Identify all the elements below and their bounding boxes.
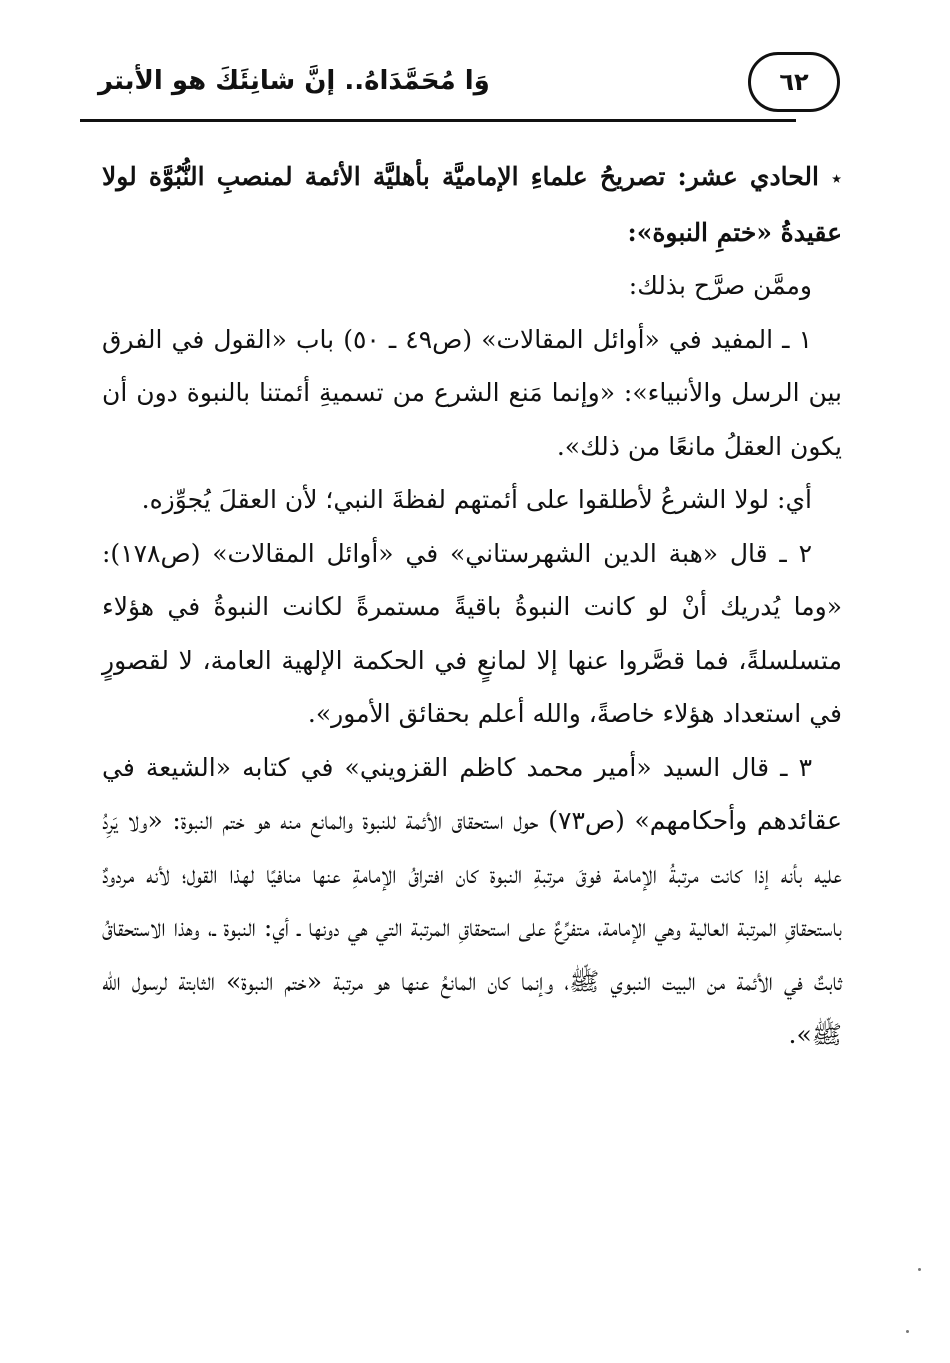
- margin-dot: [918, 1268, 921, 1271]
- page-body: [102, 150, 842, 1062]
- paragraph-item-1: ١ ـ المفيد في «أوائل المقالات» (ص٤٩ ـ ٥٠) باب «القول في الفرق بين الرسل والأنبياء»: «وإنما مَنع الشرع من تسميةِ أئمتنا بالنبوة دون أن يكون العقلُ مانعًا من ذلك».: [102, 324, 842, 461]
- paragraph-item-2: ٢ ـ قال «هبة الدين الشهرستاني» في «أوائل المقالات» (ص١٧٨): «وما يُدريك أنْ لو كانت النبوةُ باقيةً مستمرةً لكانت النبوةُ في هؤلاء متسلسلةً، فما قصَّروا عنها إلا لمانعٍ في الحكمة الإلهية العامة، لا لقصورٍ في استعداد هؤلاء خاصةً، والله أعلم بحقائق الأمور».: [102, 538, 842, 728]
- running-head: [80, 52, 840, 120]
- running-title: وَا مُحَمَّدَاهُ.. إنَّ شانِئَكَ هو الأبتر: [98, 66, 490, 96]
- page-number: ٦٢: [779, 68, 809, 96]
- page-number-badge: [748, 52, 840, 112]
- section-heading: [102, 150, 842, 259]
- header-rule: [80, 119, 796, 122]
- margin-dot: [906, 1330, 909, 1333]
- star-icon: ٭: [831, 166, 842, 190]
- section-heading-text: الحادي عشر: تصريحُ علماءِ الإماميَّة بأهليَّة الأئمة لمنصبِ النُّبُوَّة لولا عقيدةُ «ختمِ النبوة»:: [102, 162, 842, 247]
- paragraph-intro: وممَّن صرَّح بذلك:: [628, 271, 812, 300]
- paragraph-item-3: ٣ ـ قال السيد «أمير محمد كاظم القزويني» في كتابه «الشيعة في عقائدهم وأحكامهم» (ص٧٣) حول استحقاق الأئمة للنبوة والمانع منه هو ختم النبوة: «ولا يَرِدُ عليه بأنه إذا كانت مرتبةُ الإمامة فوقَ مرتبةِ النبوة كان افتراقُ الإمامةِ عنها منافيًا لهذا القول؛ لأنه مردودٌ باستحقاقِ المرتبة العالية وهي الإمامة، متفرِّعٌ على استحقاقِ المرتبة التي هي دونها ـ أي: النبوة ـ، وهذا الاستحقاقُ ثابتٌ في الأئمة من البيت النبوي ﷺ، وإنما كان المانعُ عنها هو مرتبة «ختم النبوة» الثابتة لرسول الله ﷺ».: [102, 752, 842, 1049]
- paragraph-commentary: أي: لولا الشرعُ لأطلقوا على أئمتهم لفظةَ النبي؛ لأن العقلَ يُجوِّزه.: [141, 485, 812, 514]
